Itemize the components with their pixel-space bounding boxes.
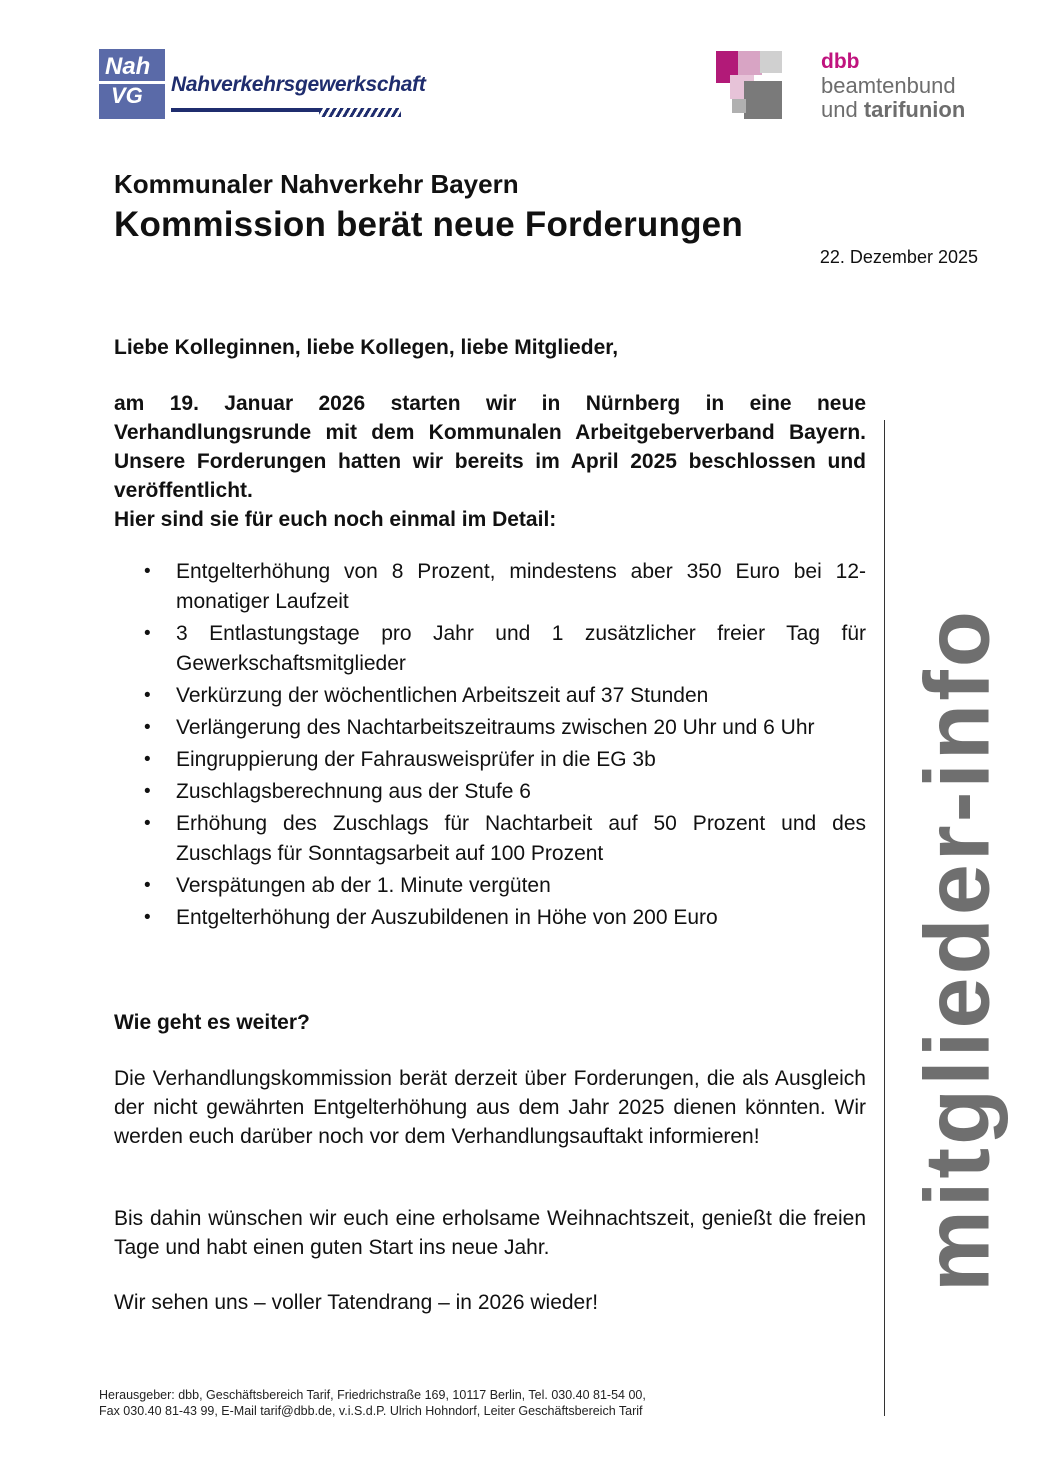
dbb-square-lightgrey <box>760 51 782 73</box>
document-title: Kommission berät neue Forderungen <box>114 205 743 244</box>
list-item: • Verkürzung der wöchentlichen Arbeitszeit auf 37 Stunden <box>114 681 866 711</box>
nahvg-logo-mark <box>99 49 165 119</box>
list-item: • Verspätungen ab der 1. Minute vergüten <box>114 871 866 901</box>
nahvg-underline <box>171 108 321 112</box>
dbb-logo-line3 <box>821 98 965 122</box>
dbb-square-small <box>732 99 746 113</box>
dbb-logo-line3-b: tarifunion <box>863 97 966 122</box>
list-item: • Eingruppierung der Fahrausweisprüfer in die EG 3b <box>114 745 866 775</box>
nahvg-name: Nahverkehrsgewerkschaft <box>171 73 426 96</box>
dbb-logo-line2: beamtenbund <box>821 73 956 98</box>
section-heading: Wie geht es weiter? <box>114 1011 310 1034</box>
requirements-list <box>114 557 866 935</box>
paragraph-1: Die Verhandlungskommission berät derzeit über Forderungen, die als Ausgleich der nicht gewährten Entgelterhöhung aus dem Jahr 2025 dienen könnten. Wir werden euch darüber noch vor dem Verhandlungsauftakt informieren! <box>114 1067 866 1148</box>
intro-last-line: Hier sind sie für euch noch einmal im Detail: <box>114 508 557 531</box>
dbb-square-pink <box>738 51 762 75</box>
footer-line-1: Herausgeber: dbb, Geschäftsbereich Tarif, Friedrichstraße 169, 10117 Berlin, Tel. 030.40 81-54 00, <box>99 1388 646 1402</box>
nahvg-hatch <box>319 108 401 117</box>
nahvg-abbr-1: Nah <box>105 53 151 80</box>
dbb-logo-text <box>821 50 965 122</box>
salutation: Liebe Kolleginnen, liebe Kollegen, liebe Mitglieder, <box>114 336 619 359</box>
dbb-logo-line3-a: und <box>821 97 864 122</box>
list-item: • Erhöhung des Zuschlags für Nachtarbeit auf 50 Prozent und des Zuschlags für Sonntagsarbeit auf 100 Prozent <box>114 809 866 869</box>
footer-imprint <box>99 1387 646 1419</box>
list-item: • 3 Entlastungstage pro Jahr und 1 zusätzlicher freier Tag für Gewerkschaftsmitglieder <box>114 619 866 679</box>
list-item: • Verlängerung des Nachtarbeitszeitraums zwischen 20 Uhr und 6 Uhr <box>114 713 866 743</box>
document-date: 22. Dezember 2025 <box>819 247 978 267</box>
vertical-divider <box>884 420 885 1416</box>
side-label: mitglieder-info <box>906 608 1009 1292</box>
paragraph-3: Wir sehen uns – voller Tatendrang – in 2026 wieder! <box>114 1291 599 1314</box>
list-item: • Entgelterhöhung der Auszubildenen in Höhe von 200 Euro <box>114 903 866 933</box>
footer-line-2: Fax 030.40 81-43 99, E-Mail tarif@dbb.de, v.i.S.d.P. Ulrich Hohndorf, Leiter Geschäftsbereich Tarif <box>99 1404 643 1418</box>
nahvg-logo <box>99 49 426 119</box>
dbb-square-grey <box>744 81 782 119</box>
dbb-logo-mark <box>716 51 784 119</box>
document-kicker: Kommunaler Nahverkehr Bayern <box>114 169 519 199</box>
list-item: • Entgelterhöhung von 8 Prozent, mindestens aber 350 Euro bei 12-monatiger Laufzeit <box>114 557 866 617</box>
list-item: • Zuschlagsberechnung aus der Stufe 6 <box>114 777 866 807</box>
intro-paragraph <box>114 389 866 534</box>
nahvg-abbr-2: VG <box>111 83 143 108</box>
intro-text: am 19. Januar 2026 starten wir in Nürnberg in eine neue Verhandlungsrunde mit dem Kommunalen Arbeitgeberverband Bayern. Unsere Forderungen hatten wir bereits im April 2025 beschlossen und veröffentlicht. <box>114 392 866 502</box>
dbb-logo-line1: dbb <box>821 50 860 73</box>
paragraph-2: Bis dahin wünschen wir euch eine erholsame Weihnachtszeit, genießt die freien Tage und habt einen guten Start ins neue Jahr. <box>114 1207 866 1259</box>
